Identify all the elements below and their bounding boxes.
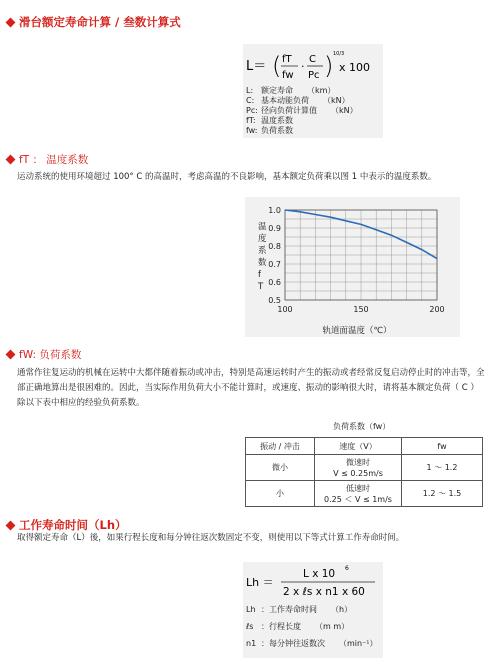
table-cell-impact: 小 — [246, 481, 315, 507]
formula-hours-box — [243, 562, 383, 658]
table-header-fw: fw — [402, 438, 483, 455]
table-row — [246, 481, 483, 507]
legend-desc: ：行程长度 — [261, 622, 301, 631]
legend-symbol: fT: — [246, 116, 256, 125]
formula-hours-lhs: Lh ＝ — [246, 576, 274, 589]
legend-symbol: Pc: — [246, 106, 258, 115]
temp-factor-paragraph: 运动系统的使用环境超过 100° C 的高温时，考虑高温的不良影响，基本额定负荷乘以图 1 中表示的温度系数。 — [17, 172, 437, 182]
legend-unit: （km） — [307, 86, 336, 95]
y-tick-label: 1.0 — [268, 206, 281, 215]
y-axis-label: 温度系数 f T — [258, 222, 267, 292]
diamond-bullet-icon — [6, 155, 16, 165]
legend-symbol: n1 — [246, 639, 257, 648]
svg-text:·: · — [301, 60, 305, 73]
formula-hours-numerator: L x 10 — [303, 568, 336, 580]
legend-desc: 基本动能负荷 — [261, 96, 309, 105]
formula-hours-exponent: 6 — [345, 565, 349, 572]
legend-unit: （m m） — [315, 622, 350, 631]
table-cell-speed: 低速时 0.25 ＜ V ≤ 1m/s — [315, 481, 402, 507]
legend-symbol: C: — [246, 96, 255, 105]
legend-row — [246, 125, 293, 136]
legend-desc: ：工作寿命时间 — [261, 605, 317, 614]
legend-desc: ：每分钟往返数次 — [261, 639, 325, 648]
x-tick-label: 150 — [353, 305, 369, 314]
table-caption: 负荷系数（fw） — [333, 422, 391, 431]
formula-life-box — [243, 44, 383, 138]
frac2-num: C — [309, 54, 316, 65]
legend-unit: （h） — [331, 605, 353, 614]
legend-row — [246, 638, 378, 649]
svg-text:): ) — [324, 52, 334, 80]
legend-unit: （min⁻¹） — [339, 639, 378, 648]
section-title-working-life: 工作寿命时间（Lh） — [6, 517, 127, 533]
load-factor-paragraph: 通常作往复运动的机械在运转中大都伴随着振动或冲击，特别是高速运转时产生的振动或者经常反复启动停止时的冲击等，全部正确地算出是很困难的。因此，当实际作用负荷大小不能计算时，或速度、振动的影响很大时，请将基本额定负荷（ C ）除以下表中相应的经验负荷系数。 — [17, 368, 485, 408]
table-header-impact: 振动 / 冲击 — [246, 438, 315, 455]
legend-desc: 负荷系数 — [261, 126, 293, 135]
frac2-den: Pc — [308, 70, 320, 81]
y-tick-label: 0.5 — [268, 296, 281, 305]
y-tick-label: 0.6 — [268, 278, 281, 287]
legend-symbol: L: — [246, 86, 254, 95]
formula-lhs: L＝ — [246, 59, 267, 74]
x-tick-label: 200 — [429, 305, 445, 314]
svg-text:(: ( — [272, 52, 282, 80]
y-tick-label: 0.8 — [268, 242, 281, 251]
x-axis-label: 轨道面温度（℃） — [322, 326, 392, 336]
diamond-bullet-icon — [6, 350, 16, 360]
section-title-temp-factor: fT ： 温度系数 — [6, 152, 88, 167]
x-tick-label: 100 — [277, 305, 293, 314]
formula-hours-equation — [243, 564, 383, 604]
table-cell-speed: 微速时 V ≤ 0.25m/s — [315, 455, 402, 481]
legend-row — [246, 621, 349, 632]
legend-symbol: Lh — [246, 605, 256, 614]
legend-desc: 径向负荷计算值 — [261, 106, 317, 115]
section-title-load-factor: fW: 负荷系数 — [6, 347, 81, 362]
exponent: 10/3 — [333, 51, 345, 57]
frac1-num: fT — [282, 54, 292, 65]
formula-life-equation — [243, 46, 383, 86]
legend-unit: （kN） — [323, 96, 350, 105]
formula-hours-denominator: 2 x ℓs x n1 x 60 — [283, 586, 365, 598]
temperature-factor-chart — [245, 197, 460, 337]
table-cell-fw: 1.2 ～ 1.5 — [402, 481, 483, 507]
table-header-speed: 速度（V） — [315, 438, 402, 455]
table-cell-fw: 1 ～ 1.2 — [402, 455, 483, 481]
y-tick-label: 0.9 — [268, 224, 281, 233]
legend-desc: 额定寿命 — [261, 86, 293, 95]
legend-symbol: fw: — [246, 126, 258, 135]
load-factor-table — [245, 437, 483, 507]
legend-symbol: ℓs — [246, 622, 254, 631]
legend-desc: 温度系数 — [261, 116, 293, 125]
frac1-den: fw — [282, 70, 294, 81]
table-row — [246, 455, 483, 481]
legend-row — [246, 604, 352, 615]
diamond-bullet-icon — [6, 17, 16, 27]
diamond-bullet-icon — [6, 520, 16, 530]
section-title-life-calc: 滑台额定寿命计算 / 叁数计算式 — [6, 14, 181, 30]
working-life-paragraph: 取得额定寿命（L）後，如果行程长度和每分钟往返次数固定不变，则使用以下等式计算工作寿命时间。 — [17, 533, 405, 543]
legend-unit: （kN） — [331, 106, 358, 115]
table-cell-impact: 微小 — [246, 455, 315, 481]
y-tick-label: 0.7 — [268, 260, 281, 269]
svg-text:x 100: x 100 — [339, 61, 371, 74]
